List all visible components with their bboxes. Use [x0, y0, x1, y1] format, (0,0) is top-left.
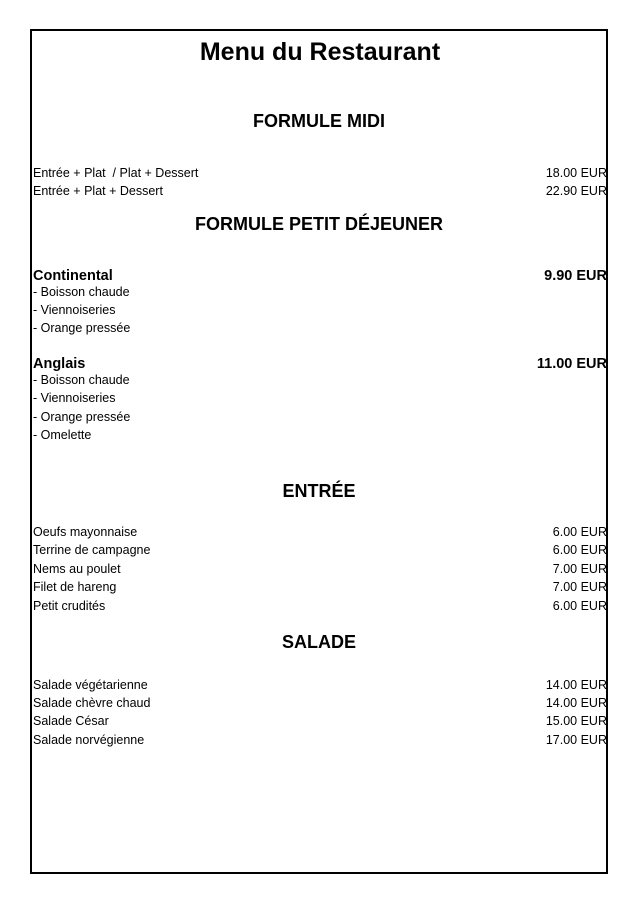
formule-continental: [33, 267, 607, 285]
item-price: 17.00 EUR: [545, 733, 607, 747]
section-salade-heading: SALADE: [281, 632, 356, 652]
formule-detail: - Boisson chaude: [33, 373, 130, 387]
formule-name: Anglais: [33, 356, 86, 372]
formule-detail: - Viennoiseries: [33, 303, 116, 317]
item-price: 14.00 EUR: [545, 696, 607, 710]
item-price: 22.90 EUR: [545, 184, 607, 198]
item-name: Entrée + Plat / Plat + Dessert: [33, 166, 199, 180]
item-price: 6.00 EUR: [552, 599, 607, 613]
menu-item: [33, 165, 607, 181]
formule-detail: - Omelette: [33, 428, 92, 442]
formule-detail: - Orange pressée: [33, 410, 131, 424]
item-price: 18.00 EUR: [545, 166, 607, 180]
item-name: Entrée + Plat + Dessert: [33, 184, 163, 198]
item-name: Oeufs mayonnaise: [33, 525, 138, 539]
item-name: Petit crudités: [33, 599, 106, 613]
menu-item: [33, 524, 607, 540]
menu-item: [33, 695, 607, 711]
item-name: Nems au poulet: [33, 562, 121, 576]
menu-item: [33, 598, 607, 614]
item-name: Salade César: [33, 714, 109, 728]
item-name: Salade végétarienne: [33, 678, 148, 692]
item-price: 6.00 EUR: [552, 525, 607, 539]
menu-item: [33, 183, 607, 199]
item-name: Salade norvégienne: [33, 733, 145, 747]
section-entree-heading: ENTRÉE: [282, 481, 356, 501]
section-formule-midi-heading: FORMULE MIDI: [253, 111, 385, 131]
item-name: Salade chèvre chaud: [33, 696, 151, 710]
menu-item: [33, 579, 607, 595]
section-petit-dejeuner-heading: FORMULE PETIT DÉJEUNER: [194, 214, 444, 234]
menu-item: [33, 542, 607, 558]
item-price: 7.00 EUR: [552, 580, 607, 594]
formule-anglais: [33, 355, 607, 373]
formule-price: 11.00 EUR: [536, 356, 607, 372]
formule-detail: - Boisson chaude: [33, 285, 130, 299]
item-name: Filet de hareng: [33, 580, 117, 594]
formule-detail: - Orange pressée: [33, 321, 131, 335]
page-title: Menu du Restaurant: [199, 38, 441, 66]
formule-detail: - Viennoiseries: [33, 391, 116, 405]
menu-item: [33, 561, 607, 577]
item-name: Terrine de campagne: [33, 543, 151, 557]
formule-name: Continental: [33, 268, 113, 284]
menu-item: [33, 732, 607, 748]
menu-item: [33, 677, 607, 693]
formule-price: 9.90 EUR: [544, 268, 607, 284]
item-price: 7.00 EUR: [552, 562, 607, 576]
item-price: 14.00 EUR: [545, 678, 607, 692]
item-price: 15.00 EUR: [545, 714, 607, 728]
item-price: 6.00 EUR: [552, 543, 607, 557]
menu-item: [33, 713, 607, 729]
